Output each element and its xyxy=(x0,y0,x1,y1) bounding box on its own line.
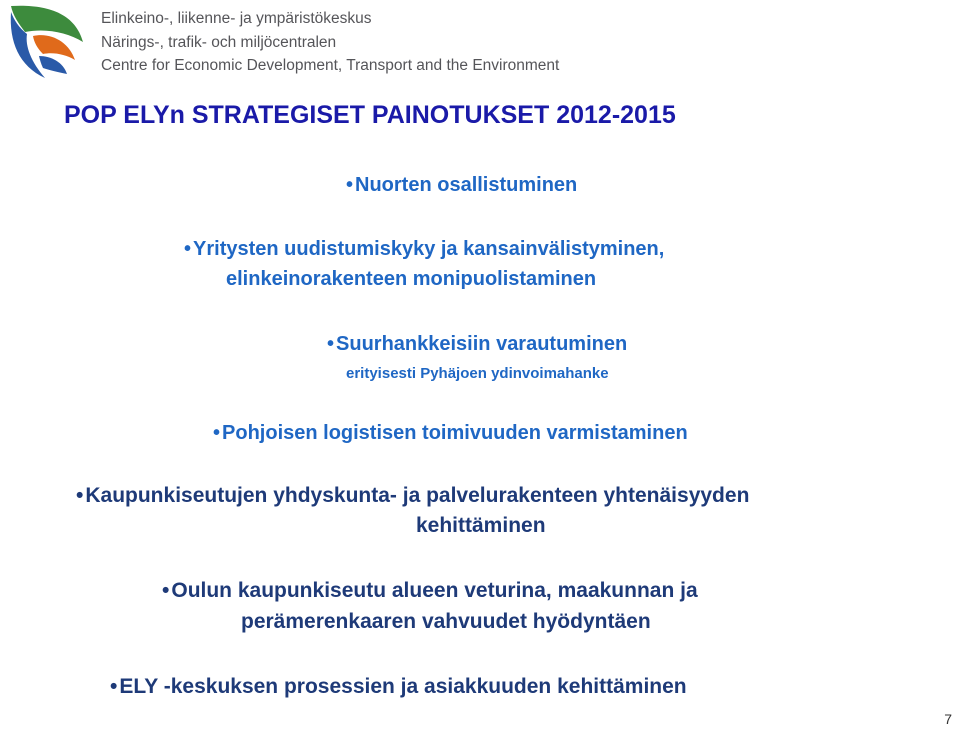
item-text: Oulun kaupunkiseutu alueen veturina, maakunnan ja xyxy=(171,579,698,602)
list-item-logistics xyxy=(213,422,688,445)
bullet: • xyxy=(213,422,221,444)
bullet: • xyxy=(110,675,118,698)
agency-name-en: Centre for Economic Development, Transport and the Environment xyxy=(101,57,560,74)
slide-title: POP ELYn STRATEGISET PAINOTUKSET 2012-2015 xyxy=(64,101,676,129)
list-item-youth xyxy=(346,174,577,197)
item-text: kehittäminen xyxy=(416,514,546,537)
item-subtext: erityisesti Pyhäjoen ydinvoimahanke xyxy=(346,365,609,382)
bullet: • xyxy=(162,579,170,602)
item-text: Kaupunkiseutujen yhdyskunta- ja palvelurakenteen yhtenäisyyden xyxy=(85,484,750,507)
list-item-urban-regions xyxy=(76,484,749,508)
list-item-ely-processes xyxy=(110,675,687,699)
list-item-business xyxy=(184,238,664,261)
item-text: elinkeinorakenteen monipuolistaminen xyxy=(226,268,597,290)
bullet: • xyxy=(346,174,354,196)
bullet: • xyxy=(184,238,192,260)
bullet: • xyxy=(76,484,84,507)
list-item-oulu-cont xyxy=(241,610,651,634)
item-text: ELY -keskuksen prosessien ja asiakkuuden kehittäminen xyxy=(119,675,687,698)
item-text: Yritysten uudistumiskyky ja kansainvälistyminen, xyxy=(193,238,665,260)
item-text: perämerenkaaren vahvuudet hyödyntäen xyxy=(241,610,651,633)
list-item-oulu xyxy=(162,579,698,603)
list-item-urban-regions-cont xyxy=(416,514,546,538)
page-number: 7 xyxy=(944,711,952,727)
item-text: Nuorten osallistuminen xyxy=(355,174,578,196)
item-text: Suurhankkeisiin varautuminen xyxy=(336,333,628,355)
agency-name-fi: Elinkeino-, liikenne- ja ympäristökeskus xyxy=(101,10,372,27)
list-item-business-cont xyxy=(226,268,596,291)
item-text: Pohjoisen logistisen toimivuuden varmistaminen xyxy=(222,422,688,444)
list-item-sub xyxy=(346,365,609,382)
agency-name-sv: Närings-, trafik- och miljöcentralen xyxy=(101,34,337,51)
bullet: • xyxy=(327,333,335,355)
ely-logo-icon xyxy=(5,2,87,82)
list-item-major-projects xyxy=(327,333,627,356)
